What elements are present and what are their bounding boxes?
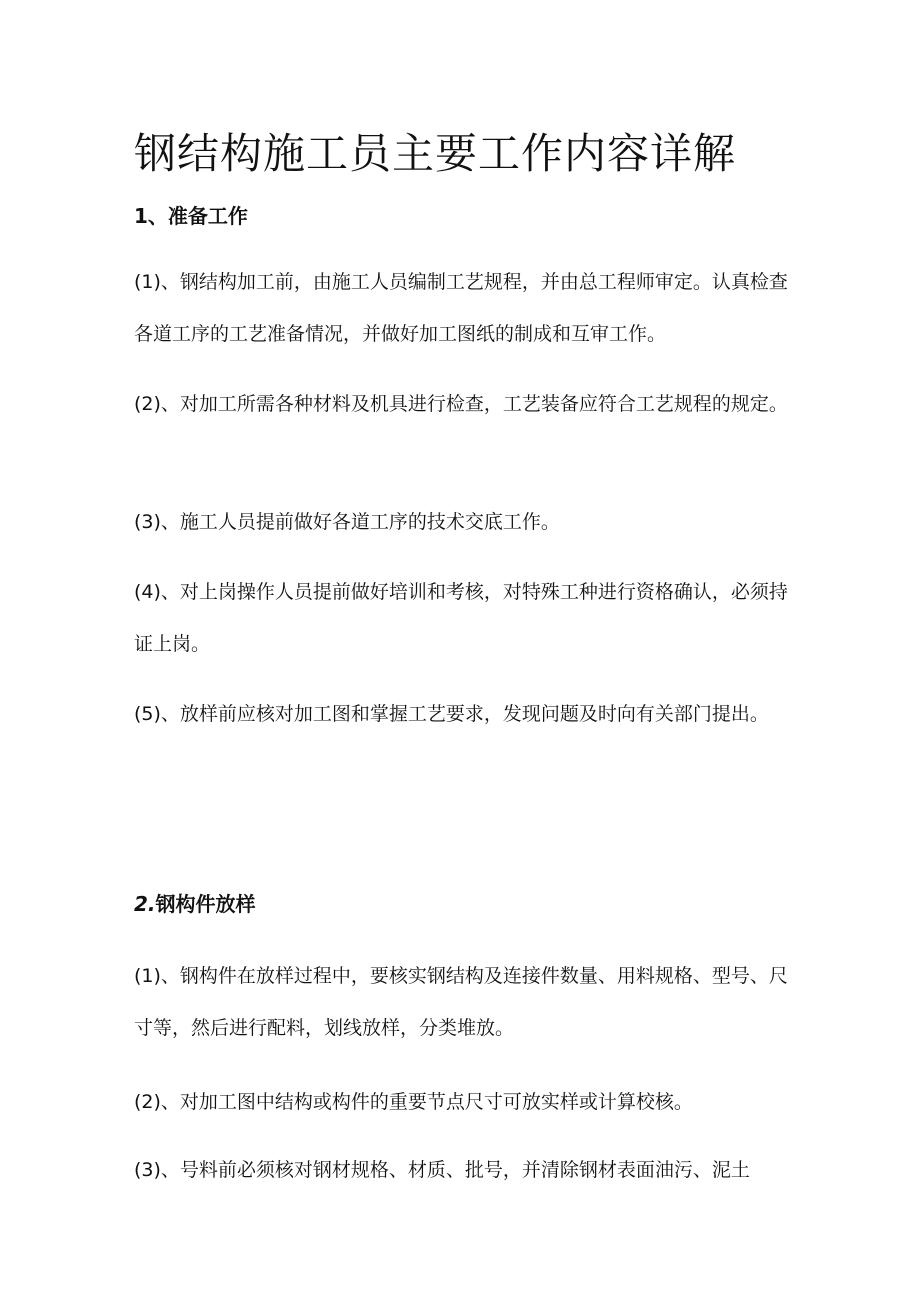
paragraph-item: (1)、钢构件在放样过程中，要核实钢结构及连接件数量、用料规格、型号、尺寸等，然后进行配料，划线放样，分类堆放。 bbox=[134, 965, 788, 1039]
paragraph-item: (2)、对加工图中结构或构件的重要节点尺寸可放实样或计算校核。 bbox=[134, 1091, 693, 1113]
document-title: 钢结构施工员主要工作内容详解 bbox=[134, 129, 737, 178]
section-heading-layout bbox=[134, 890, 256, 918]
paragraph-item: (1)、钢结构加工前，由施工人员编制工艺规程，并由总工程师审定。认真检查各道工序的工艺准备情况，并做好加工图纸的制成和互审工作。 bbox=[134, 271, 788, 345]
section-heading-text: 、准备工作 bbox=[147, 204, 248, 228]
section-heading-text: 钢构件放样 bbox=[155, 892, 256, 916]
paragraph-item: (3)、号料前必须核对钢材规格、材质、批号，并清除钢材表面油污、泥土 bbox=[134, 1159, 750, 1181]
paragraph-item: (3)、施工人员提前做好各道工序的技术交底工作。 bbox=[134, 511, 560, 533]
paragraph-item: (2)、对加工所需各种材料及机具进行检查，工艺装备应符合工艺规程的规定。 bbox=[134, 393, 788, 415]
section-heading-prep bbox=[134, 202, 248, 230]
section-number: 1 bbox=[134, 204, 148, 228]
section-number: 2. bbox=[134, 892, 156, 916]
paragraph-item: (4)、对上岗操作人员提前做好培训和考核，对特殊工种进行资格确认，必须持证上岗。 bbox=[134, 581, 788, 655]
paragraph-item: (5)、放样前应核对加工图和掌握工艺要求，发现问题及时向有关部门提出。 bbox=[134, 703, 769, 725]
